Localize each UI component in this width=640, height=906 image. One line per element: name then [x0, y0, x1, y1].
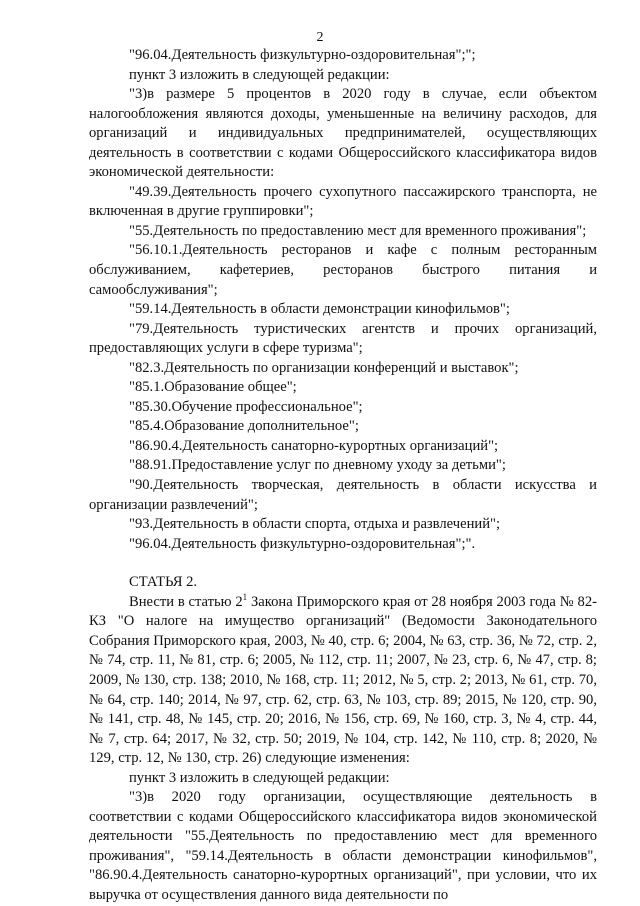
- page-number: 2: [316, 30, 324, 45]
- paragraph: "88.91.Предоставление услуг по дневному уходу за детьми";: [129, 457, 506, 474]
- paragraph: "90.Деятельность творческая, деятельность в области искусства и организации развлечений";: [89, 477, 597, 513]
- paragraph: "85.1.Образование общее";: [129, 379, 297, 396]
- paragraph: пункт 3 изложить в следующей редакции:: [129, 66, 390, 83]
- paragraph: "82.3.Деятельность по организации конференций и выставок";: [129, 359, 519, 376]
- superscript-number: 1: [242, 591, 248, 602]
- article-text: "3)в 2020 году организации, осуществляющие деятельность в соответствии с кодами Общероссийского классификатора видов экономической деятельности "55.Деятельность по предоставлению мест для временного проживания", "59.14.Деятельность в области демонстрации кинофильмов", "86.90.4.Деятельность санаторно-курортных организаций", при условии, что их выручка от осуществления данного вида деятельности по: [89, 789, 597, 903]
- paragraph: "59.14.Деятельность в области демонстрации кинофильмов";: [129, 301, 510, 318]
- paragraph: "85.30.Обучение профессиональное";: [129, 398, 363, 415]
- paragraph: "79.Деятельность туристических агентств и прочих организаций, предоставляющих услуги в сфере туризма";: [89, 320, 597, 357]
- paragraph: "49.39.Деятельность прочего сухопутного пассажирского транспорта, не включенная в другие группировки";: [89, 183, 597, 220]
- paragraph: "85.4.Образование дополнительное";: [129, 418, 359, 435]
- article-heading: СТАТЬЯ 2.: [129, 574, 198, 591]
- document-body: [89, 46, 597, 906]
- article-point: пункт 3 изложить в следующей редакции:: [129, 769, 390, 786]
- paragraph: "56.10.1.Деятельность ресторанов и кафе с полным ресторанным обслуживанием, кафетериев, ресторанов быстрого питания и самообслуживания";: [89, 242, 597, 298]
- paragraph: "93.Деятельность в области спорта, отдыха и развлечений";: [129, 516, 501, 533]
- paragraph: "55.Деятельность по предоставлению мест для временного проживания";: [129, 222, 587, 239]
- article-intro-start: Внести в статью 2: [129, 593, 243, 610]
- paragraph: "96.04.Деятельность физкультурно-оздоровительная";".: [129, 535, 476, 552]
- paragraph: "86.90.4.Деятельность санаторно-курортных организаций";: [129, 437, 499, 454]
- article-intro-rest: Закона Приморского края от 28 ноября 2003 года № 82-КЗ "О налоге на имущество организаций" (Ведомости Законодательного Собрания Приморского края, 2003, № 40, стр. 6; 2004, № 63, стр. 36, № 72, стр. 2, № 74, стр. 11, № 81, стр. 6; 2005, № 112, стр. 11; 2007, № 23, стр. 6, № 47, стр. 8; 2009, № 130, стр. 138; 2010, № 168, стр. 11; 2012, № 5, стр. 2; 2013, № 61, стр. 70, № 64, стр. 140; 2014, № 97, стр. 62, стр. 63, № 103, стр. 89; 2015, № 120, стр. 90, № 141, стр. 48, № 145, стр. 20; 2016, № 156, стр. 69, № 160, стр. 3, № 4, стр. 44, № 7, стр. 64; 2017, № 32, стр. 50; 2019, № 104, стр. 142, № 110, стр. 8; 2020, № 129, стр. 12, № 130, стр. 26) следующие изменения:: [89, 593, 597, 767]
- article-intro: [89, 593, 597, 769]
- paragraph: "3)в размере 5 процентов в 2020 году в случае, если объектом налогообложения являются доходы, уменьшенные на величину расходов, для организаций и индивидуальных предпринимателей, осуществляющих деятельность в соответствии с кодами Общероссийского классификатора видов экономической деятельности:: [89, 86, 597, 181]
- paragraph: "96.04.Деятельность физкультурно-оздоровительная";";: [129, 47, 476, 63]
